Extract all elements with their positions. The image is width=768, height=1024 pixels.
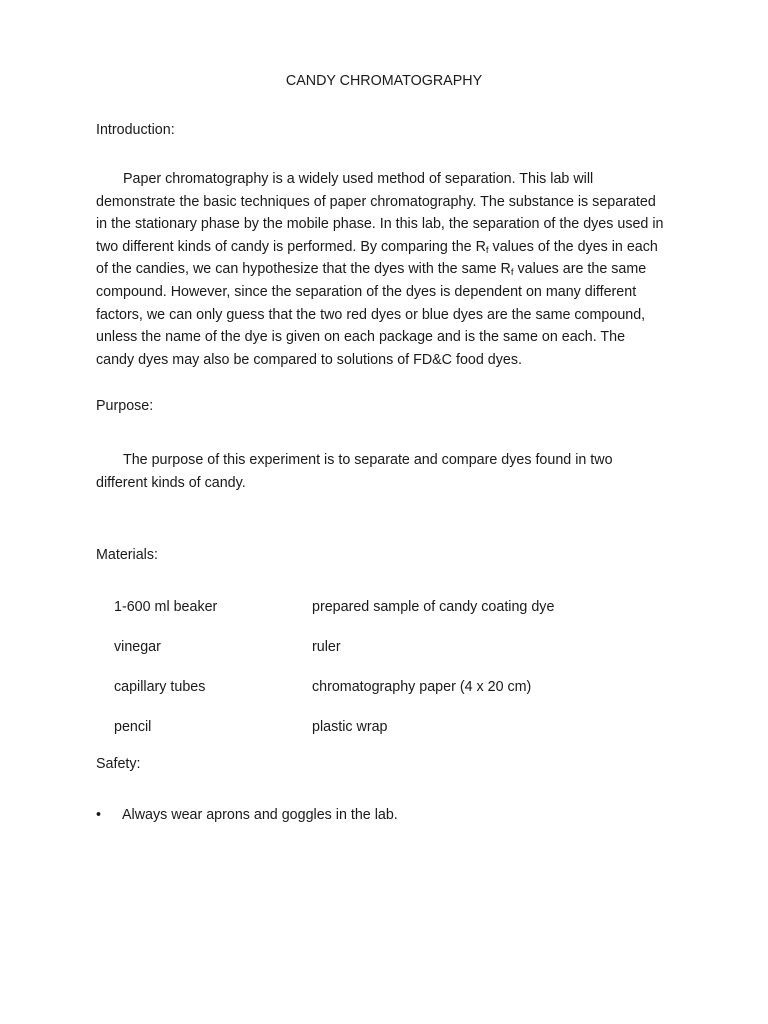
purpose-heading: Purpose: <box>96 398 154 414</box>
document-title: CANDY CHROMATOGRAPHY <box>285 73 483 89</box>
material-item: chromatography paper (4 x 20 cm) <box>312 679 532 695</box>
intro-text-part-2: values of the dyes in each of the candies, we can hypothesize that the dyes with the same R <box>96 238 658 278</box>
material-item: prepared sample of candy coating dye <box>312 599 555 615</box>
material-item: plastic wrap <box>312 719 388 735</box>
intro-text-part-1: Paper chromatography is a widely used method of separation. This lab will demonstrate the basic techniques of paper chromatography. The substance is separated in the stationary phase by the mobile phase. In this lab, the separation of the dyes used in two different kinds of candy is performed. By comparing the R <box>96 171 664 255</box>
purpose-text: The purpose of this experiment is to separate and compare dyes found in two different kinds of candy. <box>96 452 613 491</box>
safety-item-text: Always wear aprons and goggles in the lab. <box>122 807 398 823</box>
purpose-paragraph <box>96 449 666 494</box>
material-item: 1-600 ml beaker <box>114 599 218 615</box>
safety-heading: Safety: <box>96 756 141 772</box>
material-item: capillary tubes <box>114 679 206 695</box>
introduction-heading: Introduction: <box>96 122 175 138</box>
material-item: ruler <box>312 639 341 655</box>
materials-heading: Materials: <box>96 547 158 563</box>
rf-subscript-2: f <box>510 267 514 279</box>
introduction-paragraph <box>96 168 666 371</box>
material-item: vinegar <box>114 639 161 655</box>
bullet-icon: • <box>96 807 102 823</box>
rf-subscript-1: f <box>485 244 489 256</box>
intro-text-part-3: values are the same compound. However, since the separation of the dyes is dependent on many different factors, we can only guess that the two red dyes or blue dyes are the same compound, unless the name of the dye is given on each package and is the same on each. The candy dyes may also be compared to solutions of FD&C food dyes. <box>96 261 647 368</box>
material-item: pencil <box>114 719 152 735</box>
